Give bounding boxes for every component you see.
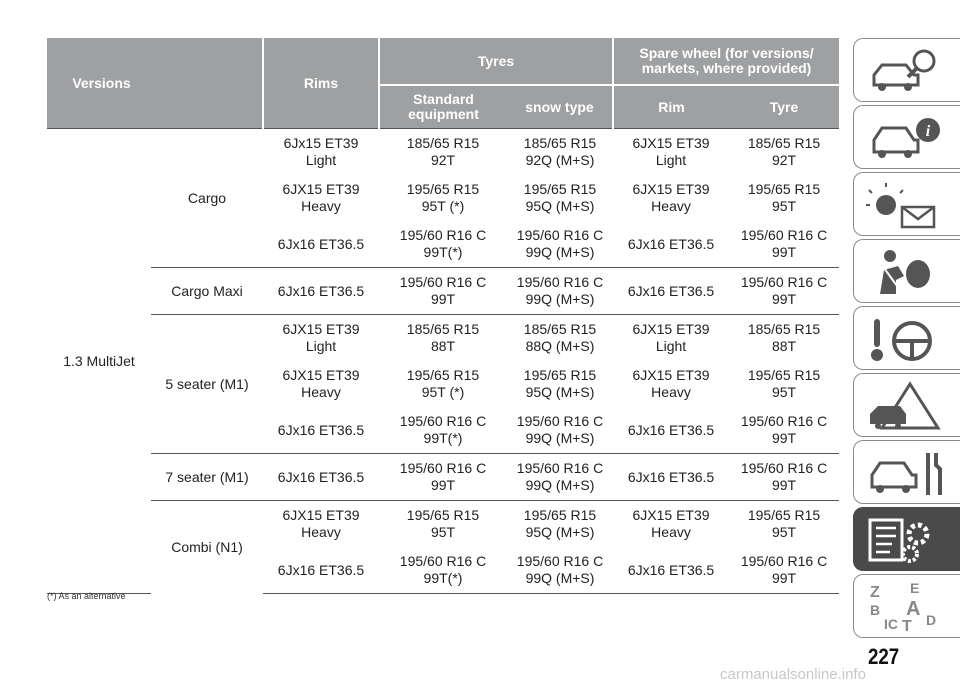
table-row: [47, 268, 839, 315]
cell-styre: 195/65 R15 95T: [729, 501, 839, 548]
cell-srim: 6JX15 ET39 Heavy: [632, 367, 710, 400]
specs-gear-icon: [866, 514, 946, 566]
cell-snow: 195/65 R15 95Q (M+S): [523, 367, 597, 400]
cell-rims: 6JX15 ET39 Heavy: [282, 367, 360, 400]
cell-snow: 195/60 R16 C 99Q (M+S): [516, 227, 604, 260]
cell-rims: 6JX15 ET39 Heavy: [282, 181, 360, 214]
cell-std: 195/60 R16 C 99T: [379, 268, 507, 315]
sidebar-tab-1[interactable]: [853, 38, 960, 102]
svg-text:Z: Z: [870, 584, 880, 601]
header-tyres: Tyres: [379, 38, 613, 85]
header-versions: Versions: [47, 38, 263, 129]
cell-rims: 6Jx16 ET36.5: [277, 421, 365, 438]
table-row: [47, 454, 839, 501]
cell-styre: 195/60 R16 C 99T: [729, 268, 839, 315]
car-search-icon: [866, 45, 946, 97]
watermark: carmanualsonline.info: [720, 666, 866, 683]
table-row: [47, 315, 839, 362]
svg-text:IC: IC: [884, 616, 898, 632]
steering-key-icon: [866, 313, 946, 365]
header-rims: Rims: [263, 38, 379, 129]
sidebar-tab-2[interactable]: [853, 105, 960, 169]
alphabet-index-icon: [866, 581, 946, 633]
cell-rims: 6Jx16 ET36.5: [263, 268, 379, 315]
car-accident-icon: [866, 380, 946, 432]
sidebar-tab-5[interactable]: [853, 306, 960, 370]
seatbelt-airbag-icon: [866, 246, 946, 298]
car-wrench-icon: [866, 447, 946, 499]
cell-styre: 195/65 R15 95T: [747, 367, 821, 400]
cell-styre: 185/65 R15 92T: [729, 129, 839, 176]
cell-snow: 195/65 R15 95Q (M+S): [507, 501, 613, 548]
svg-text:D: D: [926, 612, 937, 628]
svg-text:B: B: [870, 602, 881, 618]
cell-snow: 185/65 R15 88Q (M+S): [507, 315, 613, 362]
svg-text:i: i: [925, 123, 931, 140]
cell-std: 195/60 R16 C 99T(*): [399, 227, 487, 260]
cell-srim: 6JX15 ET39 Heavy: [613, 501, 729, 548]
variant-cell: 5 seater (M1): [151, 315, 263, 454]
cell-srim: 6Jx16 ET36.5: [627, 235, 715, 252]
footnote: (*) As an alternative: [47, 591, 126, 601]
cell-rims: 6Jx15 ET39 Light: [263, 129, 379, 176]
cell-styre: 185/65 R15 88T: [729, 315, 839, 362]
cell-std: 195/65 R15 95T (*): [406, 181, 480, 214]
cell-snow: 195/60 R16 C 99Q (M+S): [507, 268, 613, 315]
sidebar-tab-8-active[interactable]: [853, 507, 960, 571]
sidebar-tab-6[interactable]: [853, 373, 960, 437]
car-info-icon: [866, 112, 946, 164]
cell-srim: 6Jx16 ET36.5: [613, 547, 729, 594]
cell-snow: 195/60 R16 C 99Q (M+S): [507, 454, 613, 501]
cell-std: 195/60 R16 C 99T(*): [399, 413, 487, 446]
sidebar-tab-7[interactable]: [853, 440, 960, 504]
cell-snow: 195/60 R16 C 99Q (M+S): [516, 413, 604, 446]
cell-std: 195/60 R16 C 99T(*): [379, 547, 507, 594]
header-spare-rim: Rim: [613, 85, 729, 129]
cell-styre: 195/60 R16 C 99T: [740, 413, 828, 446]
cell-srim: 6JX15 ET39 Light: [613, 129, 729, 176]
cell-styre: 195/60 R16 C 99T: [740, 227, 828, 260]
cell-rims: 6JX15 ET39 Heavy: [263, 501, 379, 548]
header-spare-wheel: Spare wheel (for versions/ markets, where provided): [613, 38, 839, 85]
page-number: 227: [868, 644, 900, 669]
variant-cell: Combi (N1): [151, 501, 263, 594]
table-row: [47, 501, 839, 548]
table-row: [47, 129, 839, 176]
sidebar-tab-3[interactable]: [853, 172, 960, 236]
cell-srim: 6JX15 ET39 Light: [613, 315, 729, 362]
header-spare-tyre: Tyre: [729, 85, 839, 129]
sidebar-tab-4[interactable]: [853, 239, 960, 303]
version-cell: 1.3 MultiJet: [47, 129, 151, 594]
variant-cell: 7 seater (M1): [151, 454, 263, 501]
table-body: [47, 129, 839, 594]
tyre-spec-table: [47, 38, 839, 594]
cell-srim: 6JX15 ET39 Heavy: [632, 181, 710, 214]
cell-styre: 195/60 R16 C 99T: [729, 547, 839, 594]
cell-rims: 6Jx16 ET36.5: [263, 547, 379, 594]
cell-srim: 6Jx16 ET36.5: [613, 454, 729, 501]
header-snow-type: snow type: [507, 85, 613, 129]
svg-text:A: A: [906, 598, 921, 620]
cell-rims: 6Jx16 ET36.5: [263, 454, 379, 501]
variant-cell: Cargo: [151, 129, 263, 268]
cell-snow: 195/60 R16 C 99Q (M+S): [507, 547, 613, 594]
cell-std: 195/65 R15 95T (*): [406, 367, 480, 400]
cell-rims: 6Jx16 ET36.5: [277, 235, 365, 252]
sidebar-tab-9[interactable]: [853, 574, 960, 638]
warning-lights-icon: [866, 179, 946, 231]
cell-srim: 6Jx16 ET36.5: [613, 268, 729, 315]
cell-rims: 6JX15 ET39 Light: [263, 315, 379, 362]
variant-cell: Cargo Maxi: [151, 268, 263, 315]
header-standard-equipment: Standard equipment: [379, 85, 507, 129]
cell-std: 185/65 R15 88T: [379, 315, 507, 362]
cell-snow: 185/65 R15 92Q (M+S): [507, 129, 613, 176]
cell-std: 195/60 R16 C 99T: [379, 454, 507, 501]
cell-snow: 195/65 R15 95Q (M+S): [523, 181, 597, 214]
cell-styre: 195/65 R15 95T: [747, 181, 821, 214]
cell-std: 185/65 R15 92T: [379, 129, 507, 176]
svg-text:E: E: [910, 581, 920, 596]
cell-styre: 195/60 R16 C 99T: [729, 454, 839, 501]
cell-std: 195/65 R15 95T: [379, 501, 507, 548]
svg-text:T: T: [902, 618, 912, 633]
cell-srim: 6Jx16 ET36.5: [627, 421, 715, 438]
